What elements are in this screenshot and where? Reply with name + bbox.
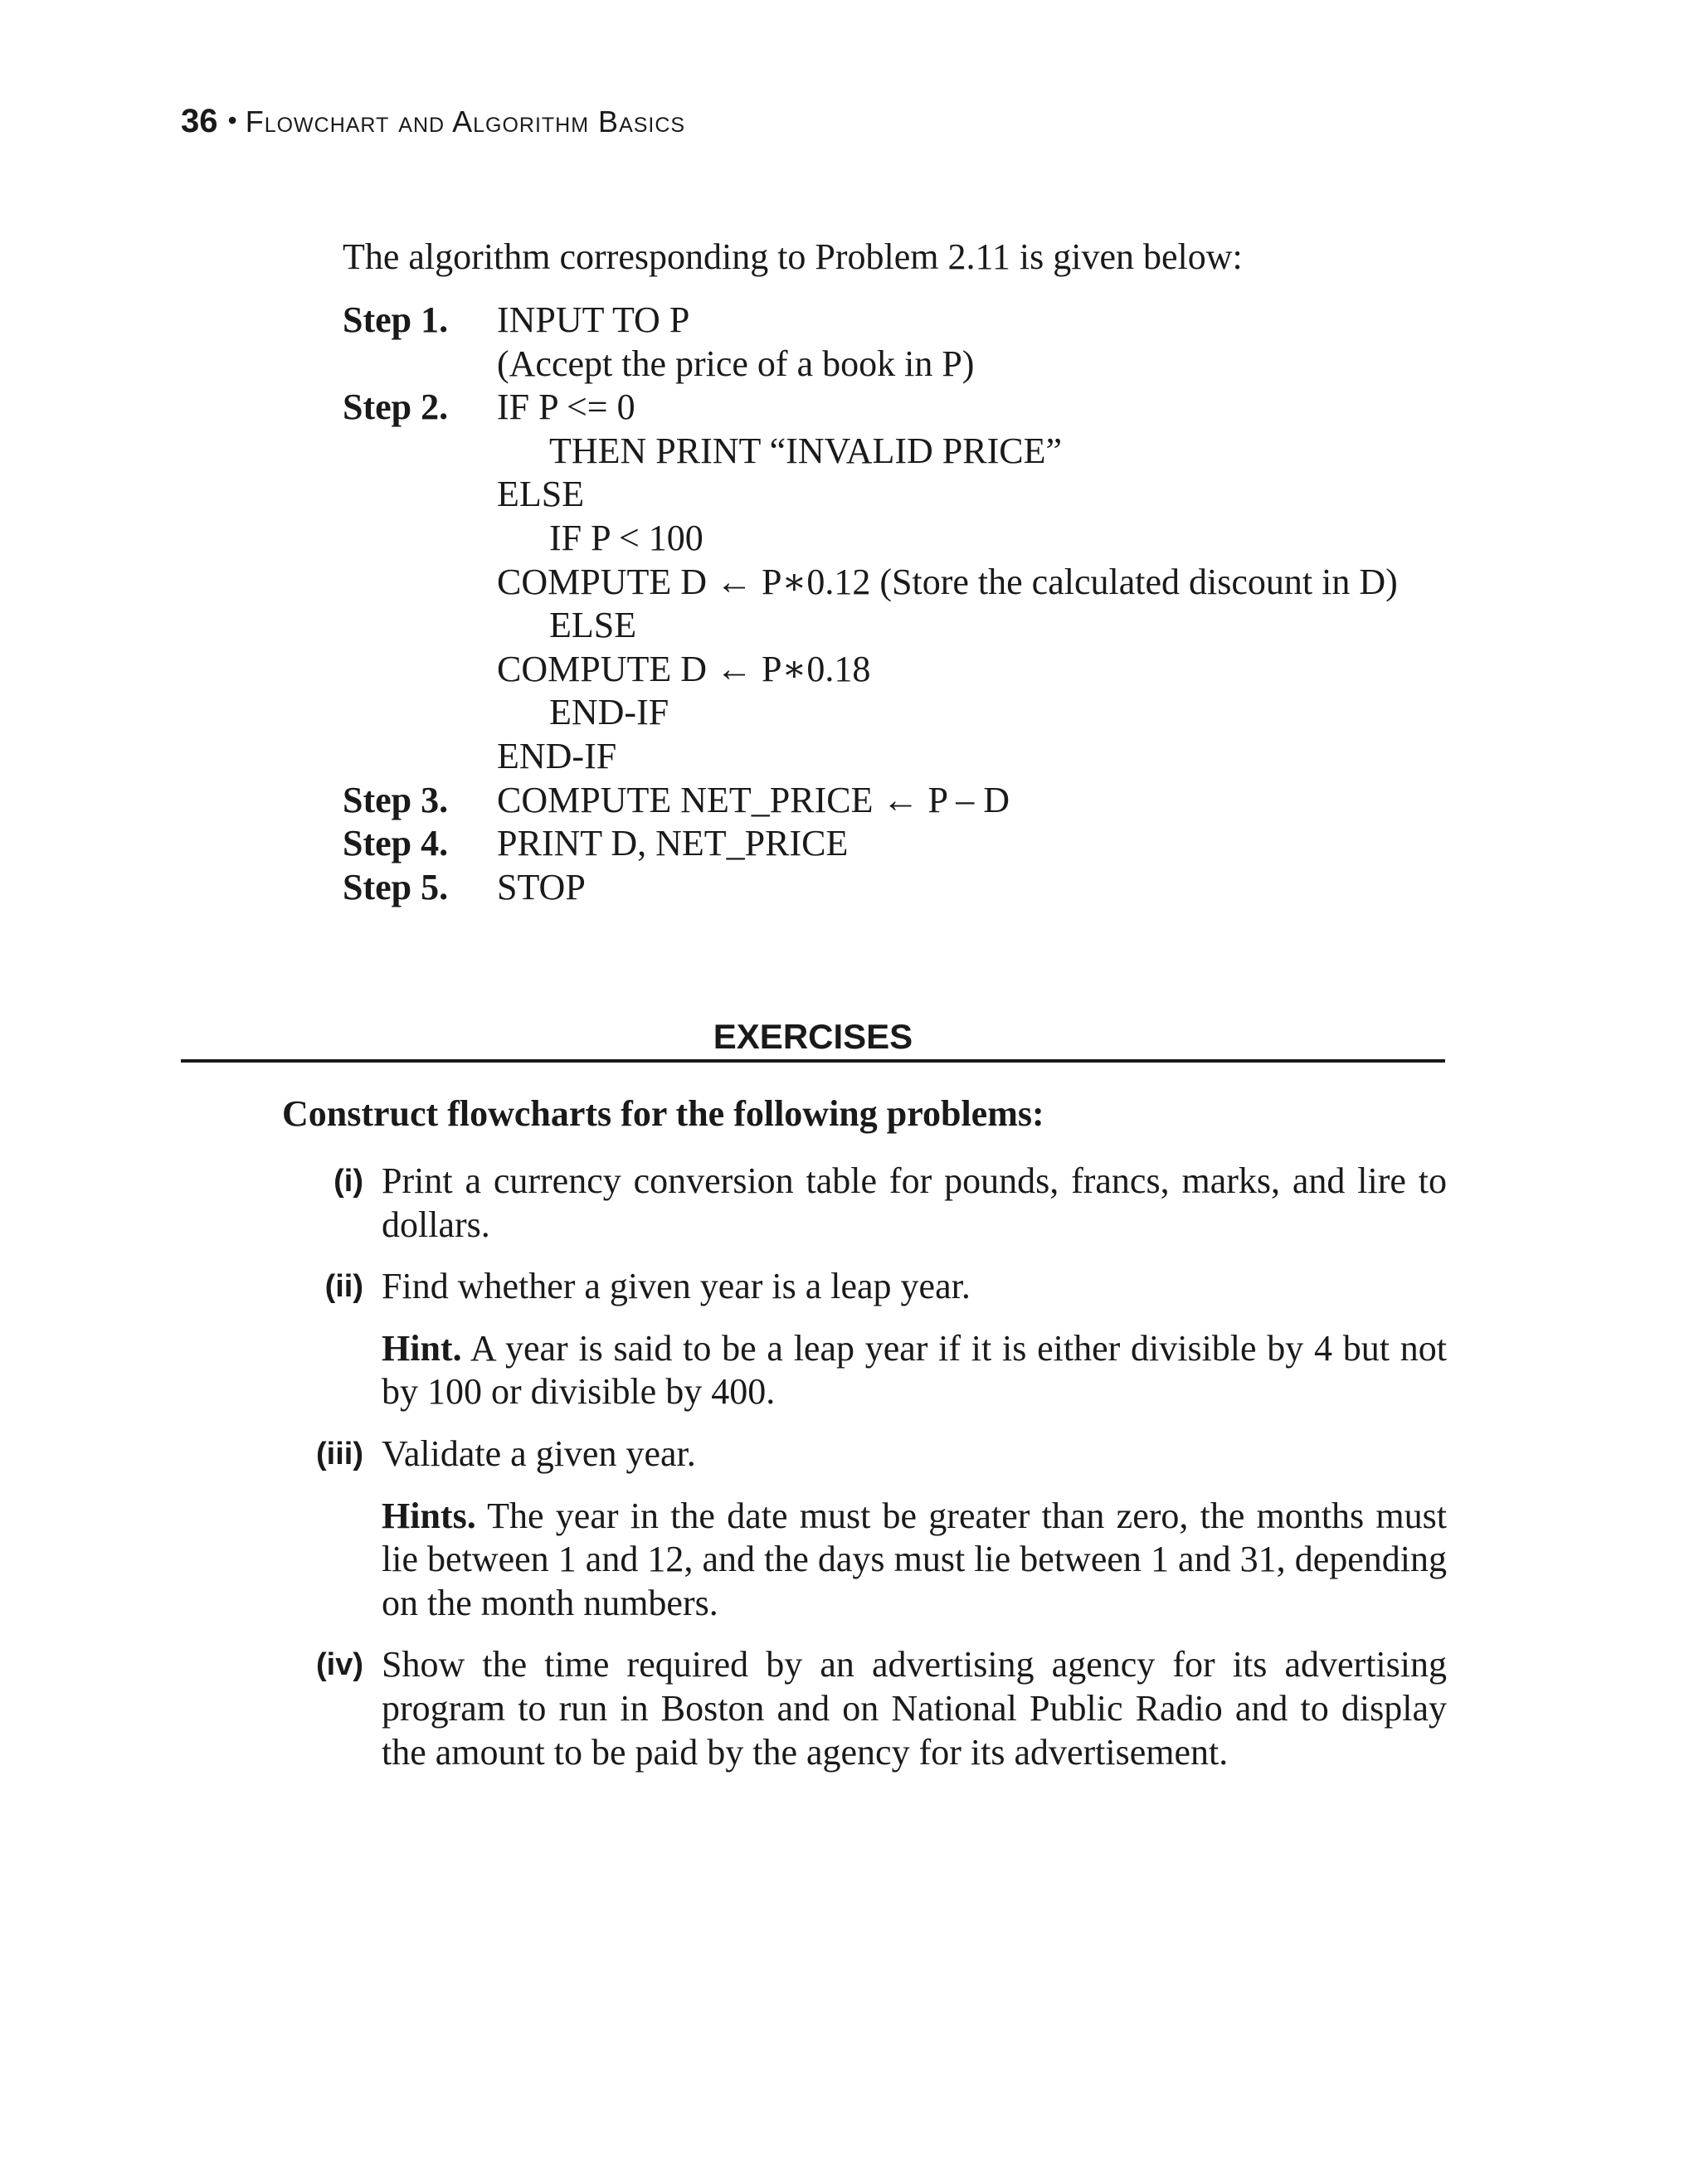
exercise-text: Print a currency conversion table for pounds, francs, marks, and lire to dollars. xyxy=(382,1160,1447,1245)
exercise-number: (ii) xyxy=(324,1269,363,1305)
step-label xyxy=(343,473,497,517)
exercise-text: Find whether a given year is a leap year. xyxy=(382,1266,971,1307)
algorithm-line xyxy=(343,299,1398,343)
step-label xyxy=(343,604,497,648)
exercise-body xyxy=(382,1160,1447,1247)
step-label xyxy=(343,735,497,779)
running-head-title: Flowchart and Algorithm Basics xyxy=(245,105,686,139)
algorithm-line xyxy=(343,430,1398,474)
step-label xyxy=(343,691,497,735)
step-label: Step 2. xyxy=(343,387,449,428)
step-label xyxy=(343,343,497,387)
exercise-body xyxy=(382,1432,1447,1625)
step-text: ELSE xyxy=(497,474,585,515)
algorithm-line xyxy=(343,473,1398,517)
step-text: (Accept the price of a book in P) xyxy=(497,343,975,384)
step-text: END-IF xyxy=(549,692,669,733)
running-head-separator: • xyxy=(227,105,237,135)
step-label: Step 4. xyxy=(343,823,449,864)
algorithm-line xyxy=(343,604,1398,648)
hint-label: Hint. xyxy=(382,1327,462,1369)
algorithm-line xyxy=(343,691,1398,735)
step-text: STOP xyxy=(497,866,586,907)
step-label: Step 3. xyxy=(343,779,449,820)
exercise-body xyxy=(382,1643,1447,1774)
step-label: Step 1. xyxy=(343,299,449,340)
hint-text: The year in the date must be greater than zero, the months must lie between 1 and 12, and the days must lie between 1 and 31, depending on the month numbers. xyxy=(382,1495,1447,1623)
step-text: COMPUTE D ← P∗0.18 xyxy=(497,648,871,689)
step-text: END-IF xyxy=(497,735,617,776)
algorithm-line xyxy=(343,517,1398,561)
exercise-number: (iii) xyxy=(316,1436,363,1471)
exercise-hint xyxy=(382,1495,1447,1626)
section-divider xyxy=(181,1059,1445,1063)
step-label xyxy=(343,517,497,561)
step-text: COMPUTE NET_PRICE ← P – D xyxy=(497,779,1010,820)
algorithm-line xyxy=(343,648,1398,692)
step-text: COMPUTE D ← P∗0.12 (Store the calculated discount in D) xyxy=(497,561,1398,602)
page-number: 36 xyxy=(181,103,218,139)
algorithm-line xyxy=(343,822,1398,866)
step-text: IF P <= 0 xyxy=(497,387,635,428)
step-text: IF P < 100 xyxy=(549,517,703,558)
exercise-hint xyxy=(382,1327,1447,1414)
running-head xyxy=(181,103,685,140)
step-label: Step 5. xyxy=(343,866,449,907)
algorithm-line xyxy=(343,561,1398,605)
hint-text: A year is said to be a leap year if it is either divisible by 4 but not by 100 or divisible by 400. xyxy=(382,1327,1447,1413)
exercise-text: Show the time required by an advertising agency for its advertising program to run in Boston and on National Public Radio and to display the amount to be paid by the agency for its advertisement. xyxy=(382,1644,1447,1773)
algorithm-line xyxy=(343,386,1398,430)
algorithm-line xyxy=(343,735,1398,779)
algorithm-line xyxy=(343,866,1398,910)
exercises-intro: Construct flowcharts for the following problems: xyxy=(282,1093,1044,1134)
exercise-item xyxy=(282,1643,1447,1774)
algorithm-steps xyxy=(343,299,1398,909)
algorithm-line xyxy=(343,779,1398,823)
step-text: PRINT D, NET_PRICE xyxy=(497,823,849,864)
algorithm-line xyxy=(343,343,1398,387)
exercise-number: (i) xyxy=(333,1164,363,1199)
step-label xyxy=(343,430,497,474)
exercises-heading: EXERCISES xyxy=(713,1017,913,1056)
algorithm-intro: The algorithm corresponding to Problem 2.11 is given below: xyxy=(343,236,1243,277)
exercise-text: Validate a given year. xyxy=(382,1432,696,1474)
exercise-item xyxy=(282,1432,1447,1625)
step-label xyxy=(343,648,497,692)
exercise-number: (iv) xyxy=(316,1647,363,1683)
exercise-list xyxy=(282,1160,1447,1792)
exercise-item xyxy=(282,1265,1447,1414)
step-text: ELSE xyxy=(549,605,637,646)
step-text: THEN PRINT “INVALID PRICE” xyxy=(549,430,1062,471)
step-label xyxy=(343,561,497,605)
step-text: INPUT TO P xyxy=(497,299,690,340)
exercise-body xyxy=(382,1265,1447,1414)
exercise-item xyxy=(282,1160,1447,1247)
hint-label: Hints. xyxy=(382,1495,476,1536)
